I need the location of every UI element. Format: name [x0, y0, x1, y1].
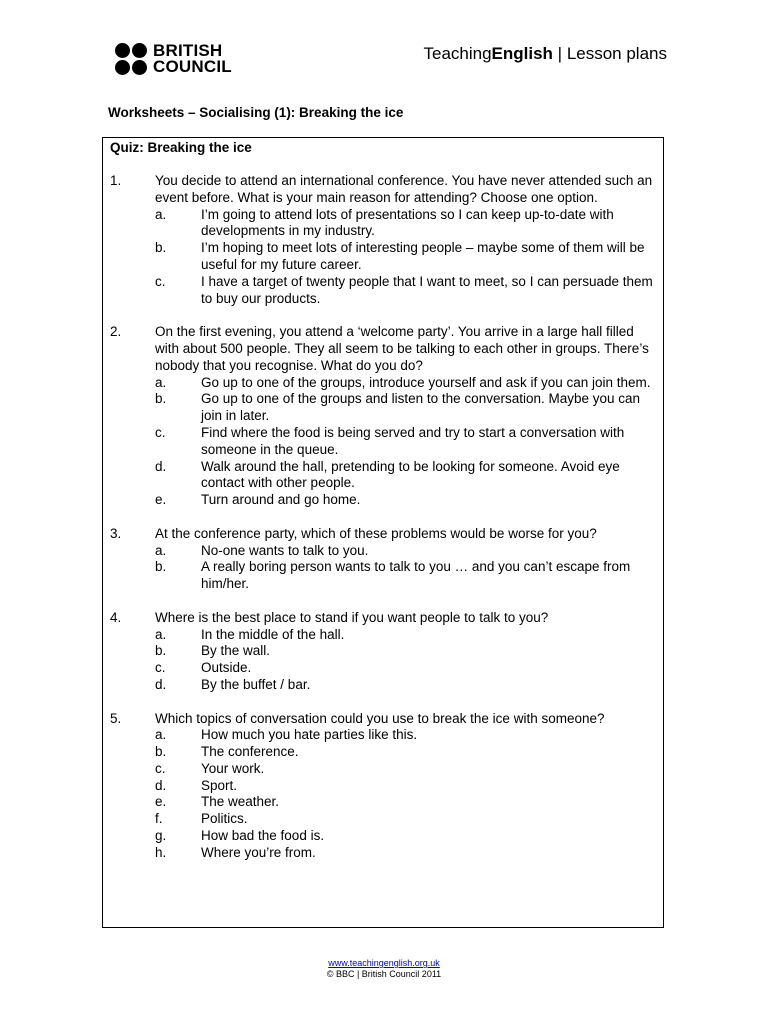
option-letter: c. [155, 660, 166, 676]
option-text: How bad the food is. [201, 828, 325, 844]
option-text: The conference. [201, 744, 299, 760]
option-letter: f. [155, 811, 163, 827]
option-text: I’m hoping to meet lots of interesting people – maybe some of them will be useful for my future career. [201, 240, 645, 272]
footer-copyright: © BBC | British Council 2011 [326, 969, 442, 979]
option-letter: d. [155, 458, 167, 474]
option-text: The weather. [201, 794, 280, 810]
british-council-logo [115, 42, 232, 76]
question-text: At the conference party, which of these problems would be worse for you? [155, 525, 597, 541]
answer-option [103, 660, 663, 677]
option-letter: a. [155, 542, 167, 558]
option-letter: d. [155, 676, 167, 692]
question-text: Which topics of conversation could you use to break the ice with someone? [155, 710, 605, 726]
option-letter: b. [155, 240, 167, 256]
question-text-row [103, 610, 663, 627]
answer-option [103, 677, 663, 694]
option-text: By the buffet / bar. [201, 676, 311, 692]
question-text-row [103, 324, 663, 374]
option-letter: a. [155, 727, 167, 743]
option-text: I’m going to attend lots of presentations so I can keep up-to-date with developments in my industry. [201, 206, 614, 239]
brand-prefix: Teaching [423, 44, 492, 63]
option-text: Outside. [201, 660, 252, 676]
quiz-box [102, 137, 664, 928]
answer-option [103, 778, 663, 795]
question-number: 3. [110, 525, 122, 541]
brand-bold: English [491, 44, 553, 63]
option-text: Go up to one of the groups and listen to the conversation. Maybe you can join in later. [201, 391, 641, 424]
question-number: 2. [110, 324, 122, 340]
question-item [103, 173, 663, 307]
question-item [103, 324, 663, 509]
option-text: Your work. [201, 760, 265, 776]
option-letter: b. [155, 643, 167, 659]
option-text: Sport. [201, 777, 238, 793]
option-text: Where you’re from. [201, 844, 316, 860]
option-text: I have a target of twenty people that I want to meet, so I can persuade them to buy our products. [201, 273, 653, 306]
logo-line-2: COUNCIL [153, 57, 232, 76]
footer [0, 958, 768, 980]
answer-option [103, 845, 663, 862]
question-text-row [103, 711, 663, 728]
option-text: A really boring person wants to talk to you … and you can’t escape from him/her. [201, 559, 631, 592]
answer-option [103, 391, 663, 425]
answer-option [103, 727, 663, 744]
answer-option [103, 240, 663, 274]
question-list [103, 173, 663, 878]
option-letter: c. [155, 424, 166, 440]
answer-option [103, 543, 663, 560]
option-letter: d. [155, 777, 167, 793]
question-number: 5. [110, 710, 122, 726]
answer-option [103, 375, 663, 392]
option-text: How much you hate parties like this. [201, 727, 418, 743]
answer-option [103, 794, 663, 811]
answer-option [103, 643, 663, 660]
option-letter: b. [155, 744, 167, 760]
question-item [103, 711, 663, 862]
question-number: 4. [110, 609, 122, 625]
logo-dots-icon [115, 43, 151, 75]
option-text: Find where the food is being served and try to start a conversation with someone in the queue. [201, 424, 625, 457]
option-text: Go up to one of the groups, introduce yourself and ask if you can join them. [201, 374, 651, 390]
logo-wordmark [153, 43, 232, 75]
option-letter: h. [155, 844, 167, 860]
answer-option [103, 207, 663, 241]
question-text: You decide to attend an international conference. You have never attended such an event before. What is your main reason for attending? Choose one option. [155, 173, 653, 205]
option-letter: a. [155, 206, 167, 222]
option-text: Walk around the hall, pretending to be looking for someone. Avoid eye contact with other people. [201, 458, 620, 491]
question-text: Where is the best place to stand if you want people to talk to you? [155, 609, 549, 625]
answer-option [103, 627, 663, 644]
question-number: 1. [110, 173, 122, 188]
question-text-row [103, 526, 663, 543]
answer-option [103, 459, 663, 493]
option-letter: e. [155, 492, 167, 508]
option-letter: c. [155, 760, 166, 776]
option-letter: e. [155, 794, 167, 810]
option-letter: g. [155, 828, 167, 844]
option-letter: b. [155, 391, 167, 407]
option-text: Politics. [201, 811, 248, 827]
option-text: In the middle of the hall. [201, 626, 345, 642]
answer-option [103, 425, 663, 459]
question-item [103, 610, 663, 694]
question-text: On the first evening, you attend a ‘welcome party’. You arrive in a large hall filled with about 500 people. They all seem to be talking to each other in groups. There’s nobody that you recognise. What do you do? [155, 324, 649, 373]
question-text-row [103, 173, 663, 207]
option-text: No-one wants to talk to you. [201, 542, 369, 558]
option-letter: b. [155, 559, 167, 575]
quiz-title: Quiz: Breaking the ice [110, 140, 252, 155]
document-title: Worksheets – Socialising (1): Breaking the ice [108, 105, 404, 120]
option-text: By the wall. [201, 643, 271, 659]
option-letter: a. [155, 626, 167, 642]
answer-option [103, 744, 663, 761]
brand-header [423, 44, 667, 64]
answer-option [103, 274, 663, 308]
option-letter: a. [155, 374, 167, 390]
logo-line-1: BRITISH [153, 41, 223, 60]
option-text: Turn around and go home. [201, 492, 361, 508]
option-letter: c. [155, 273, 166, 289]
answer-option [103, 828, 663, 845]
footer-link[interactable]: www.teachingenglish.org.uk [328, 958, 440, 968]
answer-option [103, 761, 663, 778]
answer-option [103, 492, 663, 509]
answer-option [103, 811, 663, 828]
answer-option [103, 559, 663, 593]
brand-suffix: | Lesson plans [552, 44, 667, 63]
question-item [103, 526, 663, 593]
